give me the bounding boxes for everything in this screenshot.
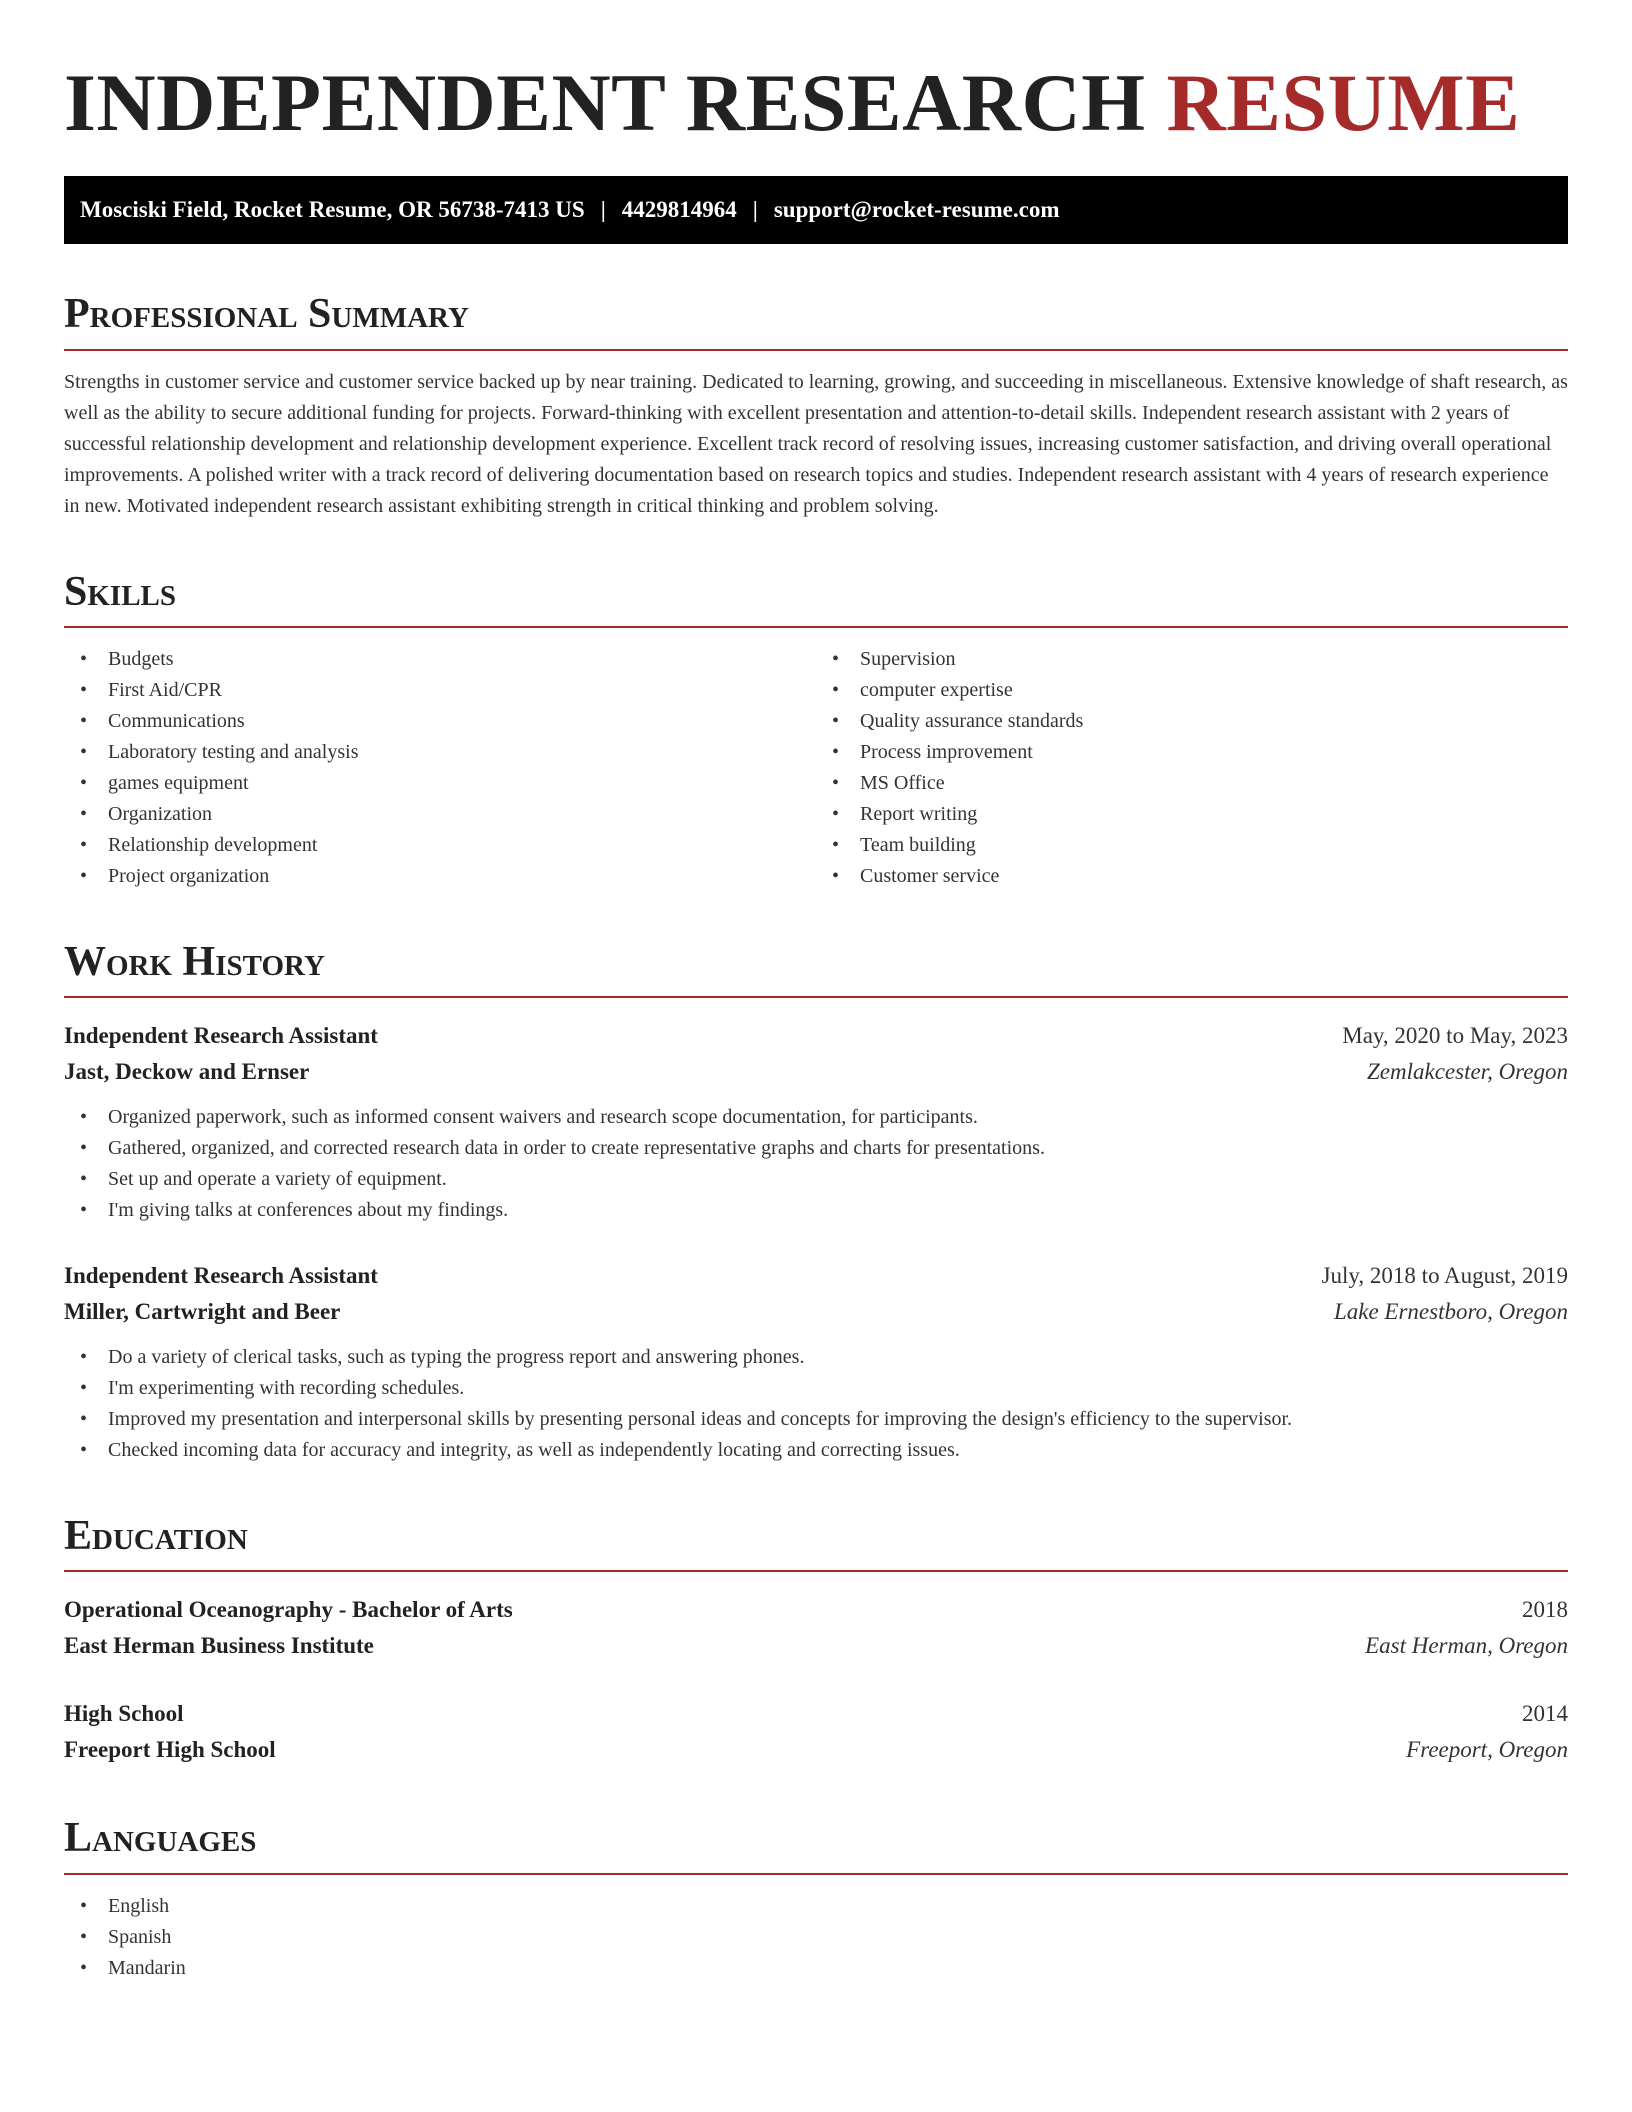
skills-grid [64,628,1568,892]
language-item: • Mandarin [64,1953,1568,1984]
job-bullets [64,1342,1568,1466]
education-school: Freeport High School [64,1737,276,1763]
title-main: INDEPENDENT RESEARCH [64,57,1146,148]
skill-item: • MS Office [816,768,1568,799]
section-heading-languages: Languages [64,1814,1568,1874]
languages-list [64,1891,1568,1984]
contact-bar [64,176,1568,244]
skill-item: • Team building [816,830,1568,861]
skill-item: • Laboratory testing and analysis [64,737,816,768]
school-row [64,1628,1568,1664]
education-year: 2014 [1522,1701,1568,1727]
job-company-row [64,1294,1568,1330]
job-bullet: • Do a variety of clerical tasks, such as typing the progress report and answering phones. [64,1342,1568,1373]
skills-section [64,568,1568,892]
section-heading-skills: Skills [64,568,1568,628]
job-title-row [64,1018,1568,1054]
job-location: Lake Ernestboro, Oregon [1333,1299,1568,1325]
skill-item: • Budgets [64,644,816,675]
summary-text: Strengths in customer service and customer service backed up by near training. Dedicated to learning, growing, and succeeding in miscellaneous. Extensive knowledge of shaft research, as well as the ability to secure additional funding for projects. Forward-thinking with excellent presentation and attention-to-detail skills. Independent research assistant with 2 years of successful relationship development and relationship development experience. Excellent track record of resolving issues, increasing customer satisfaction, and driving overall operational improvements. A polished writer with a track record of delivering documentation based on research topics and studies. Independent research assistant with 4 years of research experience in new. Motivated independent research assistant exhibiting strength in critical thinking and problem solving. [64,370,1568,517]
education-degree: Operational Oceanography - Bachelor of Arts [64,1597,513,1623]
education-school: East Herman Business Institute [64,1633,374,1659]
contact-separator: | [752,197,758,223]
job-company-row [64,1054,1568,1090]
job-bullet: • Organized paperwork, such as informed consent waivers and research scope documentation, for participants. [64,1102,1568,1133]
job-bullet: • Checked incoming data for accuracy and integrity, as well as independently locating and correcting issues. [64,1435,1568,1466]
education-entry [64,1696,1568,1768]
education-location: Freeport, Oregon [1406,1737,1568,1763]
job-entry [64,1018,1568,1226]
skill-item: • Quality assurance standards [816,706,1568,737]
school-row [64,1732,1568,1768]
job-title: Independent Research Assistant [64,1263,378,1289]
education-location: East Herman, Oregon [1365,1633,1568,1659]
skill-item: • First Aid/CPR [64,675,816,706]
skill-item: • Report writing [816,799,1568,830]
skill-item: • Supervision [816,644,1568,675]
job-bullet: • Set up and operate a variety of equipment. [64,1164,1568,1195]
skills-list-right [816,644,1568,892]
skill-item: • games equipment [64,768,816,799]
skill-item: • Organization [64,799,816,830]
job-entry [64,1258,1568,1466]
degree-row [64,1592,1568,1628]
job-company: Jast, Deckow and Ernser [64,1059,310,1085]
job-bullet: • Improved my presentation and interpersonal skills by presenting personal ideas and concepts for improving the design's efficiency to the supervisor. [64,1404,1568,1435]
education-section [64,1512,1568,1768]
job-dates: May, 2020 to May, 2023 [1342,1023,1568,1049]
title-accent: RESUME [1166,57,1521,148]
contact-email: support@rocket-resume.com [773,197,1060,223]
work-history-section [64,938,1568,1466]
skill-item: • computer expertise [816,675,1568,706]
skill-item: • Customer service [816,861,1568,892]
education-degree: High School [64,1701,184,1727]
section-heading-work-history: Work History [64,938,1568,998]
contact-separator: | [600,197,606,223]
section-heading-education: Education [64,1512,1568,1572]
language-item: • Spanish [64,1922,1568,1953]
contact-address: Mosciski Field, Rocket Resume, OR 56738-7413 US [80,197,585,223]
skills-list-left [64,644,816,892]
resume-title [64,56,1568,150]
job-bullet: • Gathered, organized, and corrected research data in order to create representative graphs and charts for presentations. [64,1133,1568,1164]
degree-row [64,1696,1568,1732]
skill-item: • Communications [64,706,816,737]
language-item: • English [64,1891,1568,1922]
summary-section [64,290,1568,521]
contact-phone: 4429814964 [621,197,737,223]
education-year: 2018 [1522,1597,1568,1623]
job-bullet: • I'm giving talks at conferences about my findings. [64,1195,1568,1226]
job-location: Zemlakcester, Oregon [1367,1059,1568,1085]
skill-item: • Project organization [64,861,816,892]
skill-item: • Relationship development [64,830,816,861]
job-bullets [64,1102,1568,1226]
languages-section [64,1814,1568,1983]
job-title-row [64,1258,1568,1294]
skill-item: • Process improvement [816,737,1568,768]
job-company: Miller, Cartwright and Beer [64,1299,341,1325]
job-title: Independent Research Assistant [64,1023,378,1049]
job-bullet: • I'm experimenting with recording schedules. [64,1373,1568,1404]
section-heading-summary: Professional Summary [64,290,1568,350]
job-dates: July, 2018 to August, 2019 [1321,1263,1568,1289]
education-entry [64,1592,1568,1664]
